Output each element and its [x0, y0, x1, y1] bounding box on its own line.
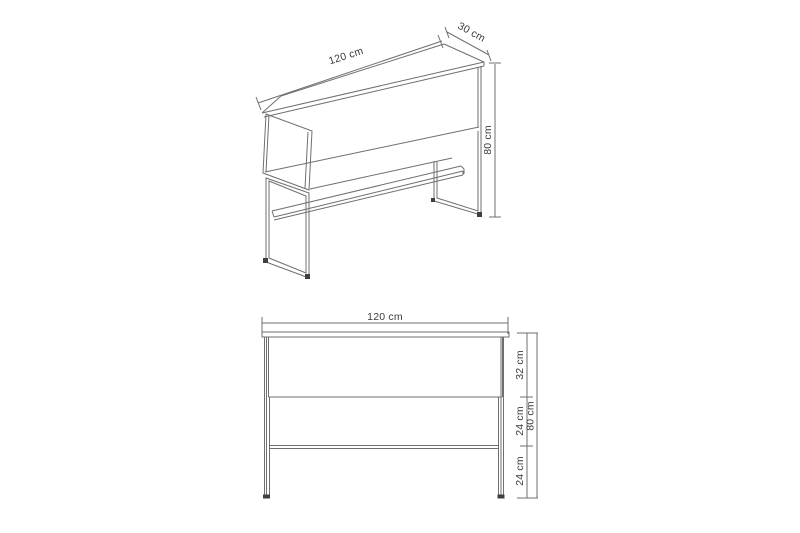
front-dim-total-height-label: 80 cm	[524, 401, 537, 431]
iso-view	[256, 20, 501, 279]
front-dim-middle-section-label: 24 cm	[514, 406, 526, 436]
front-dim-width	[262, 311, 508, 334]
iso-shelf	[272, 166, 464, 220]
iso-dim-height-label: 80 cm	[482, 125, 494, 155]
iso-foot-front-left	[263, 258, 268, 263]
front-dim-bottom-section-label: 24 cm	[514, 456, 526, 486]
iso-dim-width	[256, 35, 443, 110]
front-tabletop	[262, 332, 509, 337]
front-view	[262, 311, 538, 499]
front-dim-right-stack	[514, 333, 538, 498]
iso-top-slab	[262, 44, 484, 117]
front-dim-top-section-label: 32 cm	[514, 350, 526, 380]
iso-foot-back-right	[431, 198, 435, 202]
front-dim-width-label: 120 cm	[367, 311, 403, 323]
iso-console-outline	[262, 44, 484, 279]
iso-dim-height	[482, 63, 501, 217]
front-stretcher	[270, 446, 499, 449]
front-legs	[265, 337, 504, 495]
front-foot-right	[498, 495, 505, 499]
iso-foot-front-right	[477, 212, 482, 217]
front-console-outline	[262, 332, 509, 499]
iso-right-leg-frame	[434, 128, 481, 215]
iso-dim-depth-label: 30 cm	[455, 19, 488, 45]
iso-dim-width-line	[256, 35, 443, 110]
iso-left-leg-frame	[266, 178, 309, 278]
iso-left-end-panel	[263, 114, 312, 190]
iso-body-edges	[265, 66, 481, 189]
front-foot-left	[263, 495, 270, 499]
iso-foot-back-left	[305, 274, 310, 279]
iso-dim-width-label: 120 cm	[327, 44, 365, 68]
front-body	[269, 337, 503, 397]
